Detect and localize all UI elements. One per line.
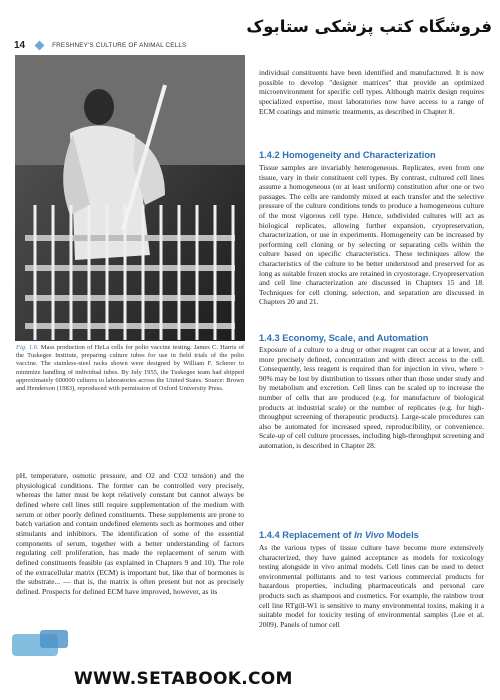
store-banner: فروشگاه کتب پزشکی ستابوک	[246, 17, 492, 36]
running-head-title: FRESHNEY'S CULTURE OF ANIMAL CELLS	[52, 41, 187, 49]
section-heading-economy: 1.4.3 Economy, Scale, and Automation	[259, 333, 429, 343]
footer-url[interactable]: WWW.SETABOOK.COM	[74, 669, 293, 689]
section-heading-homogeneity: 1.4.2 Homogeneity and Characterization	[259, 150, 436, 160]
heading-suffix: Models	[384, 530, 419, 540]
heading-italic: In Vivo	[354, 530, 385, 540]
footer	[0, 656, 500, 700]
figure-photo	[15, 55, 245, 341]
section-heading-replacement	[259, 530, 419, 540]
left-column-text: pH, temperature, osmotic pressure, and O2 and CO2 tension) and the physiological conditions. The former can be controlled very precisely, whereas the latter must be kept relatively constant but cannot always be defined where cell lines still require supplementation of the medium with serum or other poorly defined constituents. These supplements are prone to batch variation and contain undefined elements such as hormones and other stimulants and inhibitors. The identification of some of the essential components of serum, together with a better understanding of factors regulating cell proliferation, has made the replacement of serum with defined constituents feasible (as explained in Chapters 9 and 10). The role of the extracellular matrix (ECM) is important but, like that of hormones is the substrate... — that is, the matrix is often present but not as precisely defined. Prospects for defined ECM have improved, however, as its	[16, 471, 244, 596]
right-column-intro: individual constituents have been identified and manufactured. It is now possible to develop "designer matrices" that provide an optimized microenvironment for specific cell types. Although matrix design requires specialized expertise, most laboratories now have access to a range of ECM coatings and mimetic treatments, as described in Chapter 8.	[259, 68, 484, 116]
figure-caption	[16, 344, 244, 393]
figure-label: Fig. 1.6.	[16, 344, 39, 351]
running-header	[14, 38, 244, 52]
setabook-logo-icon	[10, 628, 72, 662]
page-number: 14	[14, 39, 26, 51]
figure-caption-text: Mass production of HeLa cells for polio vaccine testing. James C. Harris of the Tuskegee Institute, preparing culture tubes for use in field trials of the polio vaccine. The stainless-steel racks shown were designed by William F. Scherer to minimize handling of individual tubes. By July 1955, the Tuskegee team had shipped approximately 600000 cultures to laboratories across the United States. Source: Brown and Henderson (1983), reproduced with permission of Oxford University Press.	[16, 344, 244, 393]
heading-prefix: 1.4.4 Replacement of	[259, 530, 355, 540]
diamond-icon	[35, 40, 45, 50]
lab-photo-illustration	[15, 55, 245, 341]
section-body-homogeneity: Tissue samples are invariably heterogeneous. Replicates, even from one tissue, vary in their constituent cell types. By contrast, cultured cell lines assume a homogeneous (or at least uniform) constitution after one or two passages. The cells are randomly mixed at each transfer and the selective pressure of the culture conditions tends to produce a homogeneous culture of the most vigorous cell type. Hence, subdivided cultures will act as biological replicates, allowing further expansion, cryopreservation, characterization, or use in experiments. Homogeneity can be increased by performing cell cloning or by selecting or separating cells within the culture based on specific characteristics. These techniques allow the characteristics of the culture to be better understood and preserved for as long as suitable frozen stocks are retained in cryostorage. Cryopreservation and cell line characterization are discussed in Chapters 15 and 18. Techniques for cell cloning, selection, and separation are discussed in Chapters 20 and 21.	[259, 163, 484, 307]
section-body-replacement: As the various types of tissue culture have become more extensively characterized, they have gained acceptance as models for toxicology testing alongside in vivo animal models. Cell lines can be used to detect environmental pollutants and to test various commercial products for hazardous properties, including pharmaceuticals and personal care products such as shampoos and cosmetics. For example, the rainbow trout cell line RTgill-W1 is sensitive to many environmental toxins, making it a suitable model for toxicity testing of environmental samples (Lee et al. 2009). Panels of tumor cell	[259, 543, 484, 629]
section-body-economy: Exposure of a culture to a drug or other reagent can occur at a lower, and more precisely defined, concentration and with direct access to the cell. Consequently, less reagent is required than for injection in vivo, where > 90% may be lost by distribution to tissues other than those under study and by metabolism and excretion. Cell lines can be scaled up to increase the number of cells that are produced (e.g. for manufacture of biological products at industrial scale) or the number of replicates (e.g. for high-throughput screening of therapeutic products). Large-scale procedures can also be automated for increased speed, reproducibility, or convenience. Scale-up of cell culture processes, including high-throughput screening and automation, is described in Chapter 28.	[259, 345, 484, 450]
